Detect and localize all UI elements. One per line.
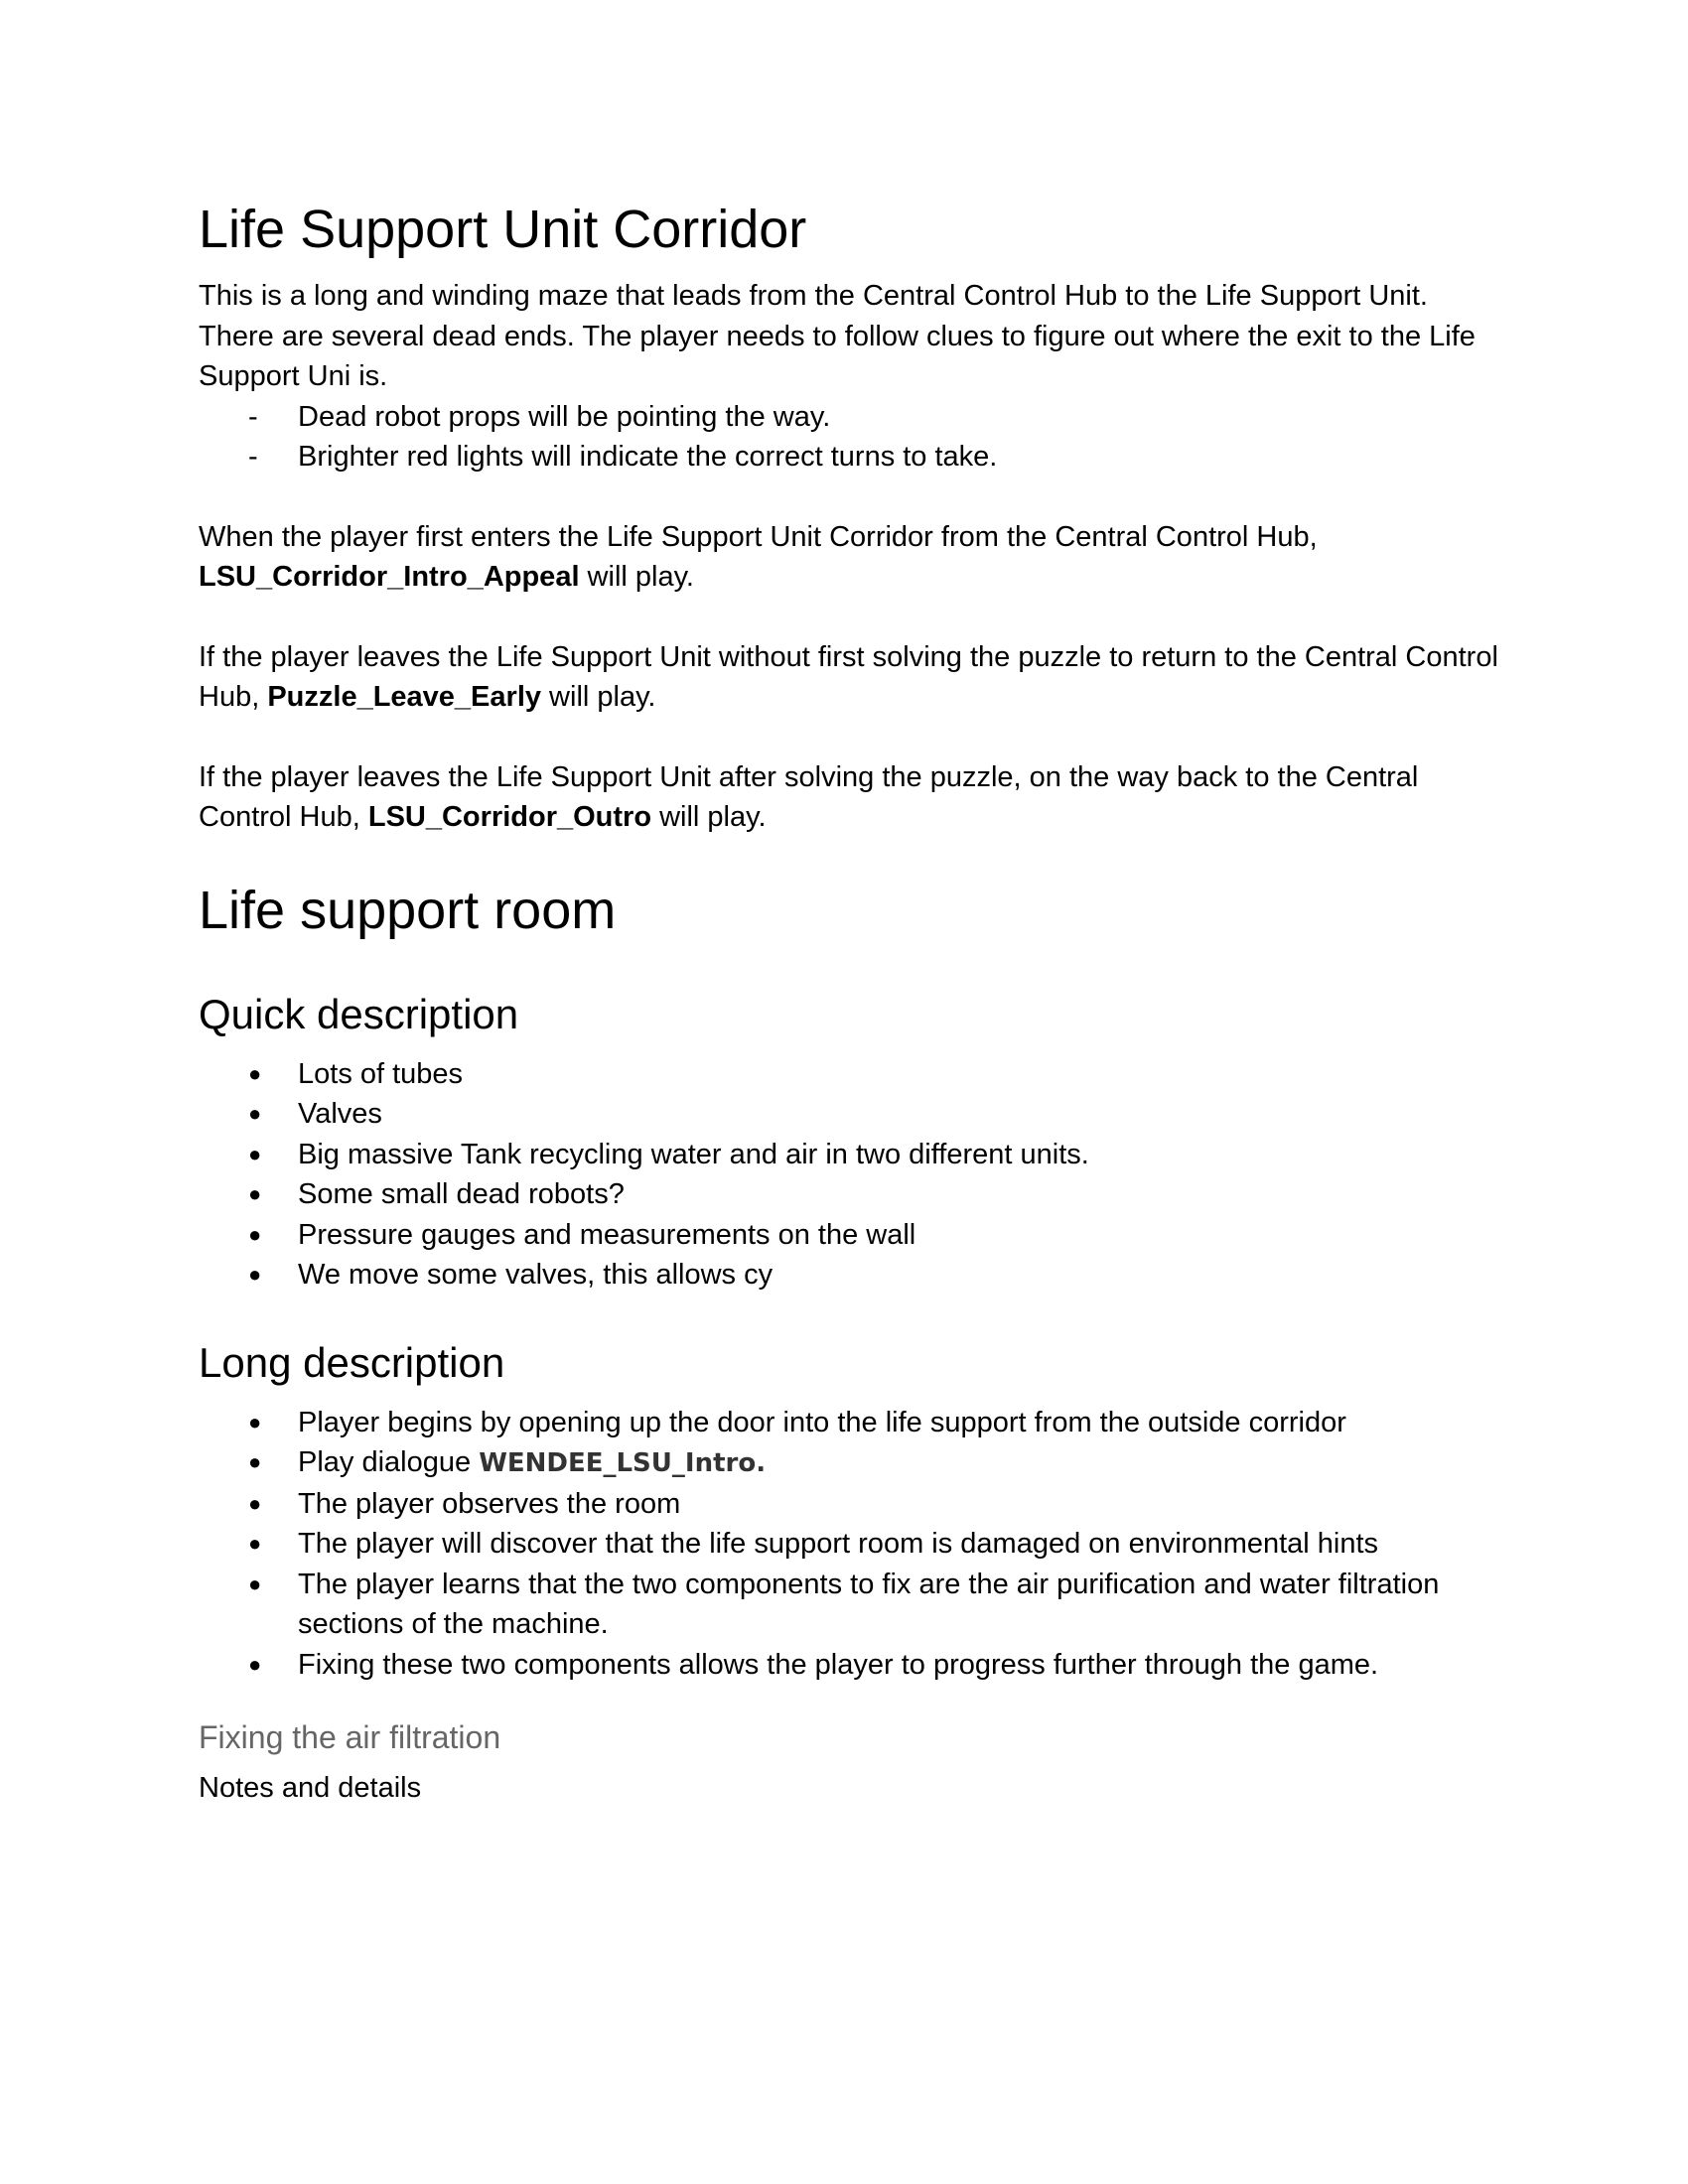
bullet-icon: ● (248, 1262, 262, 1287)
list-item: ● The player will discover that the life support room is damaged on environmental hints (199, 1524, 1509, 1565)
list-item: ● The player learns that the two components to fix are the air purification and water filtration sections of the machine. (199, 1565, 1509, 1645)
bullet-icon: ● (248, 1531, 262, 1556)
list-item: ● Big massive Tank recycling water and air in two different units. (199, 1135, 1509, 1175)
bullet-icon: ● (248, 1060, 262, 1086)
quick-description-list (199, 1054, 1509, 1296)
bullet-icon: ● (248, 1181, 262, 1206)
list-item: ● We move some valves, this allows cy (199, 1255, 1509, 1296)
corridor-title: Life Support Unit Corridor (199, 200, 807, 259)
bullet-icon: ● (248, 1570, 262, 1596)
bullet-icon: ● (248, 1490, 262, 1516)
dash-marker: - (248, 441, 258, 473)
bullet-icon: ● (248, 1449, 262, 1474)
document-page (199, 195, 1509, 1809)
corridor-intro: This is a long and winding maze that leads from the Central Control Hub to the Life Support Unit. There are several dead ends. The player needs to follow clues to figure out where the exit to the Life Support Uni is. (199, 280, 1476, 392)
bullet-icon: ● (248, 1141, 262, 1166)
corridor-intro-trigger: When the player first enters the Life Support Unit Corridor from the Central Control Hub, LSU_Corridor_Intro_Appeal will play. (199, 520, 1318, 593)
bullet-icon: ● (248, 1101, 262, 1126)
dialogue-id: WENDEE_LSU_Intro. (479, 1448, 767, 1478)
corridor-clue-list (199, 397, 1509, 478)
dialogue-id: Puzzle_Leave_Early (267, 681, 541, 713)
dialogue-id: LSU_Corridor_Intro_Appeal (199, 561, 580, 593)
list-item: ● Valves (199, 1094, 1509, 1135)
room-title: Life support room (199, 880, 617, 940)
air-filtration-notes: Notes and details (199, 1772, 422, 1804)
bullet-icon: ● (248, 1651, 262, 1677)
long-description-heading: Long description (199, 1338, 505, 1386)
list-item: ● Lots of tubes (199, 1054, 1509, 1095)
list-item: - Brighter red lights will indicate the correct turns to take. (199, 437, 1509, 478)
long-description-list (199, 1403, 1509, 1686)
bullet-icon: ● (248, 1221, 262, 1247)
list-item: ● The player observes the room (199, 1484, 1509, 1525)
dialogue-id: LSU_Corridor_Outro (367, 801, 652, 833)
bullet-icon: ● (248, 1409, 262, 1434)
air-filtration-heading: Fixing the air filtration (199, 1719, 501, 1755)
dash-marker: - (248, 400, 258, 433)
list-item: ● Fixing these two components allows the player to progress further through the game. (199, 1645, 1509, 1686)
list-item: ● Pressure gauges and measurements on the wall (199, 1215, 1509, 1256)
quick-description-heading: Quick description (199, 990, 519, 1037)
corridor-leave-early-trigger: If the player leaves the Life Support Unit without first solving the puzzle to return to the Central Control Hub, Puzzle_Leave_Early will play. (199, 640, 1498, 713)
list-item: ● Play dialogue WENDEE_LSU_Intro. (199, 1442, 1509, 1484)
list-item: ● Player begins by opening up the door into the life support from the outside corridor (199, 1403, 1509, 1443)
corridor-outro-trigger: If the player leaves the Life Support Unit after solving the puzzle, on the way back to the Central Control Hub, LSU_Corridor_Outro will play. (199, 760, 1419, 833)
list-item: ● Some small dead robots? (199, 1174, 1509, 1215)
list-item: - Dead robot props will be pointing the way. (199, 397, 1509, 438)
